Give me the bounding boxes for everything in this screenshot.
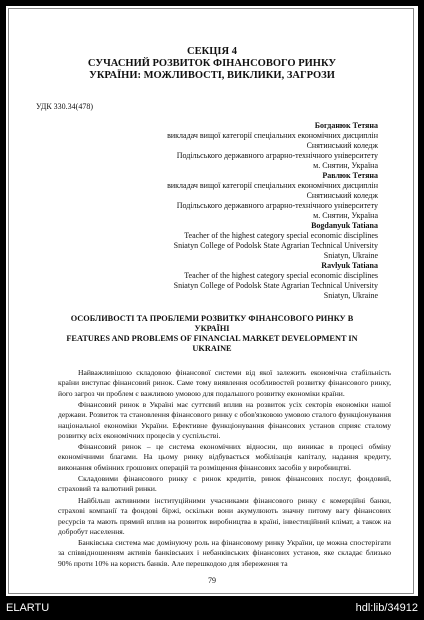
article-title-en-line2: UKRAINE xyxy=(192,344,232,353)
handle-id: hdl:lib/34912 xyxy=(355,602,418,614)
section-title-line1: СУЧАСНИЙ РОЗВИТОК ФІНАНСОВОГО РИНКУ xyxy=(87,58,337,69)
body-paragraph: Банківська система має домінуючу роль на фінансовому ринку України, це можна спостерігати за співвідношенням активів банківських і небанківських фінансових установ, яке складає близько 90% проти 10% на користь банків. Але перешкодою для збереження та xyxy=(58,538,391,568)
author-college: Sniatyn College of Podolsk State Agrarian Technical University xyxy=(173,241,378,250)
author-college: Снятинський коледж xyxy=(306,191,378,200)
author-college: Sniatyn College of Podolsk State Agrarian Technical University xyxy=(173,281,378,290)
author-location: Sniatyn, Ukraine xyxy=(323,251,378,260)
body-paragraph: Найбільш активними інституційними учасниками фінансового ринку є комерційні банки, страхові компанії та фондові біржі, оскільки вони акумулюють значну питому вагу фінансових ресурсів та мають прямий вплив на розвиток виробництва в країні, інвестиційний клімат, а також на добробут населення. xyxy=(58,496,391,537)
author-college: Снятинський коледж xyxy=(306,141,378,150)
body-paragraph: Найважливішою складовою фінансової системи від якої залежить економічна стабільність країни виступає фінансовий ринок. Саме тому виявлення особливостей розвитку фінансового ринку, його загроз чи проблем є важливою умовою для подальшого розвитку економіки країни. xyxy=(58,368,391,398)
author-location: Sniatyn, Ukraine xyxy=(323,291,378,300)
author-location: м. Снятин, Україна xyxy=(313,161,378,170)
repository-footer xyxy=(0,598,424,620)
article-title-ua-line1: ОСОБЛИВОСТІ ТА ПРОБЛЕМИ РОЗВИТКУ ФІНАНСОВОГО РИНКУ В xyxy=(70,314,354,323)
repository-name: ELARTU xyxy=(6,602,50,614)
author-university: Подільського державного аграрно-технічного університету xyxy=(176,151,378,160)
author-name: Равлюк Тетяна xyxy=(322,171,378,180)
author-position: викладач вищої категорії спеціальних економічних дисциплін xyxy=(167,131,378,140)
body-paragraph: Складовими фінансового ринку є ринок кредитів, ринок фінансових послуг, фондовий, страховий та валютний ринки. xyxy=(58,474,391,494)
author-position: викладач вищої категорії спеціальних економічних дисциплін xyxy=(167,181,378,190)
author-name: Bogdanyuk Tatiana xyxy=(311,221,378,230)
body-paragraph: Фінансовий ринок – це система економічних відносин, що виникає в процесі обміну економічними благами. На цьому ринку відбувається мобілізація капіталу, надання кредиту, виконання обмінних грошових операцій та розміщення фінансових засобів у виробництві. xyxy=(58,442,391,472)
document-page xyxy=(6,6,418,596)
author-location: м. Снятин, Україна xyxy=(313,211,378,220)
article-title-ua-line2: УКРАЇНІ xyxy=(194,324,230,333)
page-number: 79 xyxy=(208,576,216,585)
author-name: Богданюк Тетяна xyxy=(314,121,378,130)
author-name: Ravlyuk Tatiana xyxy=(321,261,378,270)
article-title-en-line1: FEATURES AND PROBLEMS OF FINANCIAL MARKET DEVELOPMENT IN xyxy=(66,334,358,343)
author-university: Подільського державного аграрно-технічного університету xyxy=(176,201,378,210)
section-title-line2: УКРАЇНИ: МОЖЛИВОСТІ, ВИКЛИКИ, ЗАГРОЗИ xyxy=(89,70,335,81)
author-position: Teacher of the highest category special economic disciplines xyxy=(184,271,378,280)
section-number: СЕКЦІЯ 4 xyxy=(187,46,237,57)
author-position: Teacher of the highest category special economic disciplines xyxy=(184,231,378,240)
udk-code: УДК 330.34(478) xyxy=(36,102,93,111)
body-paragraph: Фінансовий ринок в Україні має суттєвий вплив на розвиток усіх секторів економіки нашої держави. Розвиток та становлення фінансового ринку є обов'язковою умовою сталого функціонування національної економіки України. Ефективне функціонування фінансових установ сприяє сталому розвитку всіх економічних процесів у суспільстві. xyxy=(58,400,391,441)
